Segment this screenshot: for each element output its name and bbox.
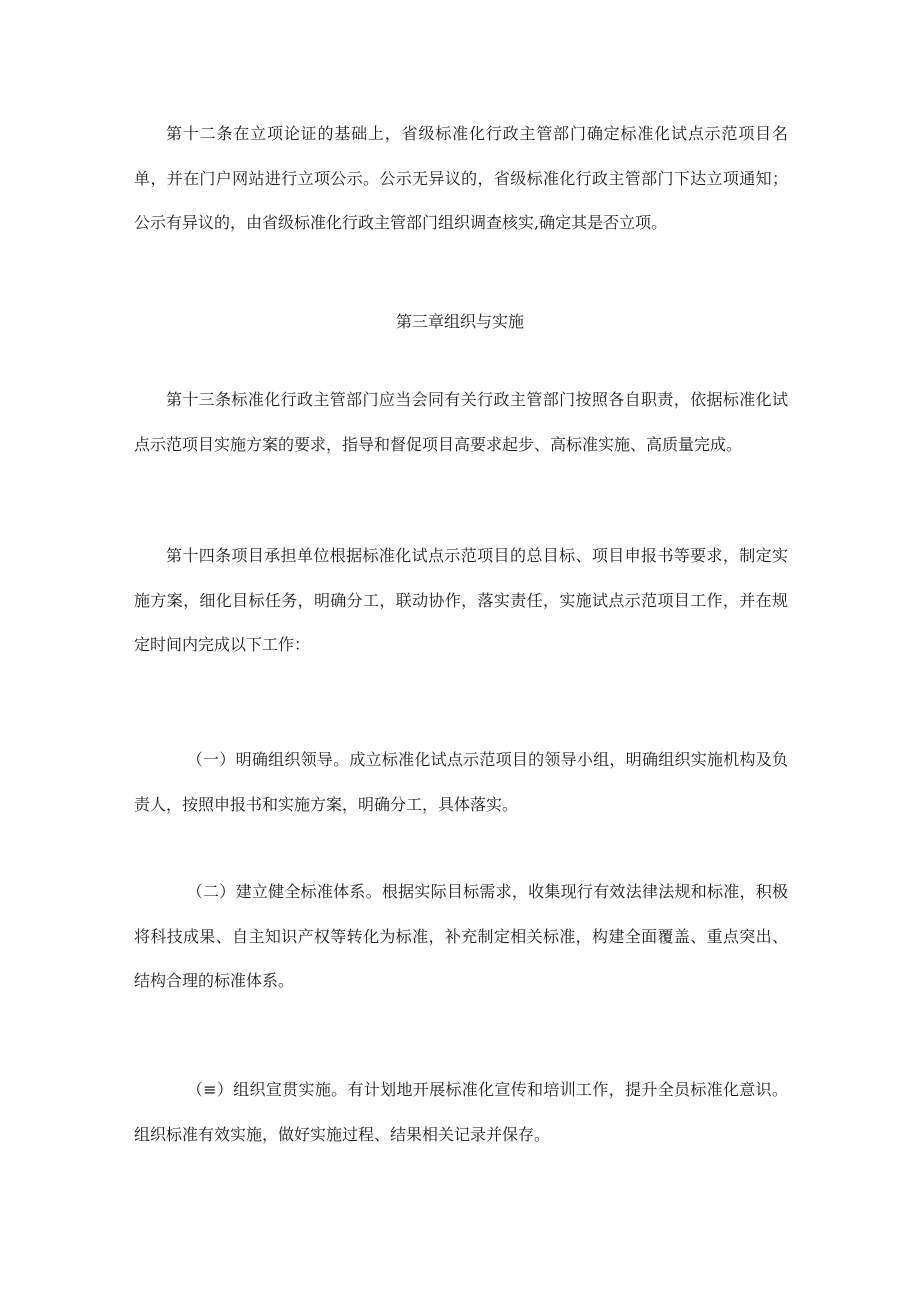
item-2-paragraph: （二）建立健全标准体系。根据实际目标需求，收集现行有效法律法规和标准，积极将科技成果、自主知识产权等转化为标准，补充制定相关标准，构建全面覆盖、重点突出、结构合理的标准体系。 (134, 882, 788, 990)
article-13-paragraph: 第十三条标准化行政主管部门应当会同有关行政主管部门按照各自职责，依据标准化试点示范项目实施方案的要求，指导和督促项目高要求起步、高标准实施、高质量完成。 (134, 390, 788, 454)
item-3-paragraph: （≡）组织宣贯实施。有计划地开展标准化宣传和培训工作，提升全员标准化意识。组织标准有效实施，做好实施过程、结果相关记录并保存。 (134, 1080, 788, 1144)
article-14-paragraph: 第十四条项目承担单位根据标准化试点示范项目的总目标、项目申报书等要求，制定实施方案，细化目标任务，明确分工，联动协作，落实责任，实施试点示范项目工作，并在规定时间内完成以下工作： (134, 546, 788, 654)
article-12-paragraph: 第十二条在立项论证的基础上，省级标准化行政主管部门确定标准化试点示范项目名单，并在门户网站进行立项公示。公示无异议的，省级标准化行政主管部门下达立项通知；公示有异议的，由省级标准化行政主管部门组织调查核实,确定其是否立项。 (134, 124, 788, 232)
chapter-3-title: 第三章组织与实施 (395, 312, 524, 331)
item-1-paragraph: （一）明确组织领导。成立标准化试点示范项目的领导小组，明确组织实施机构及负责人，按照申报书和实施方案，明确分工，具体落实。 (134, 750, 788, 814)
